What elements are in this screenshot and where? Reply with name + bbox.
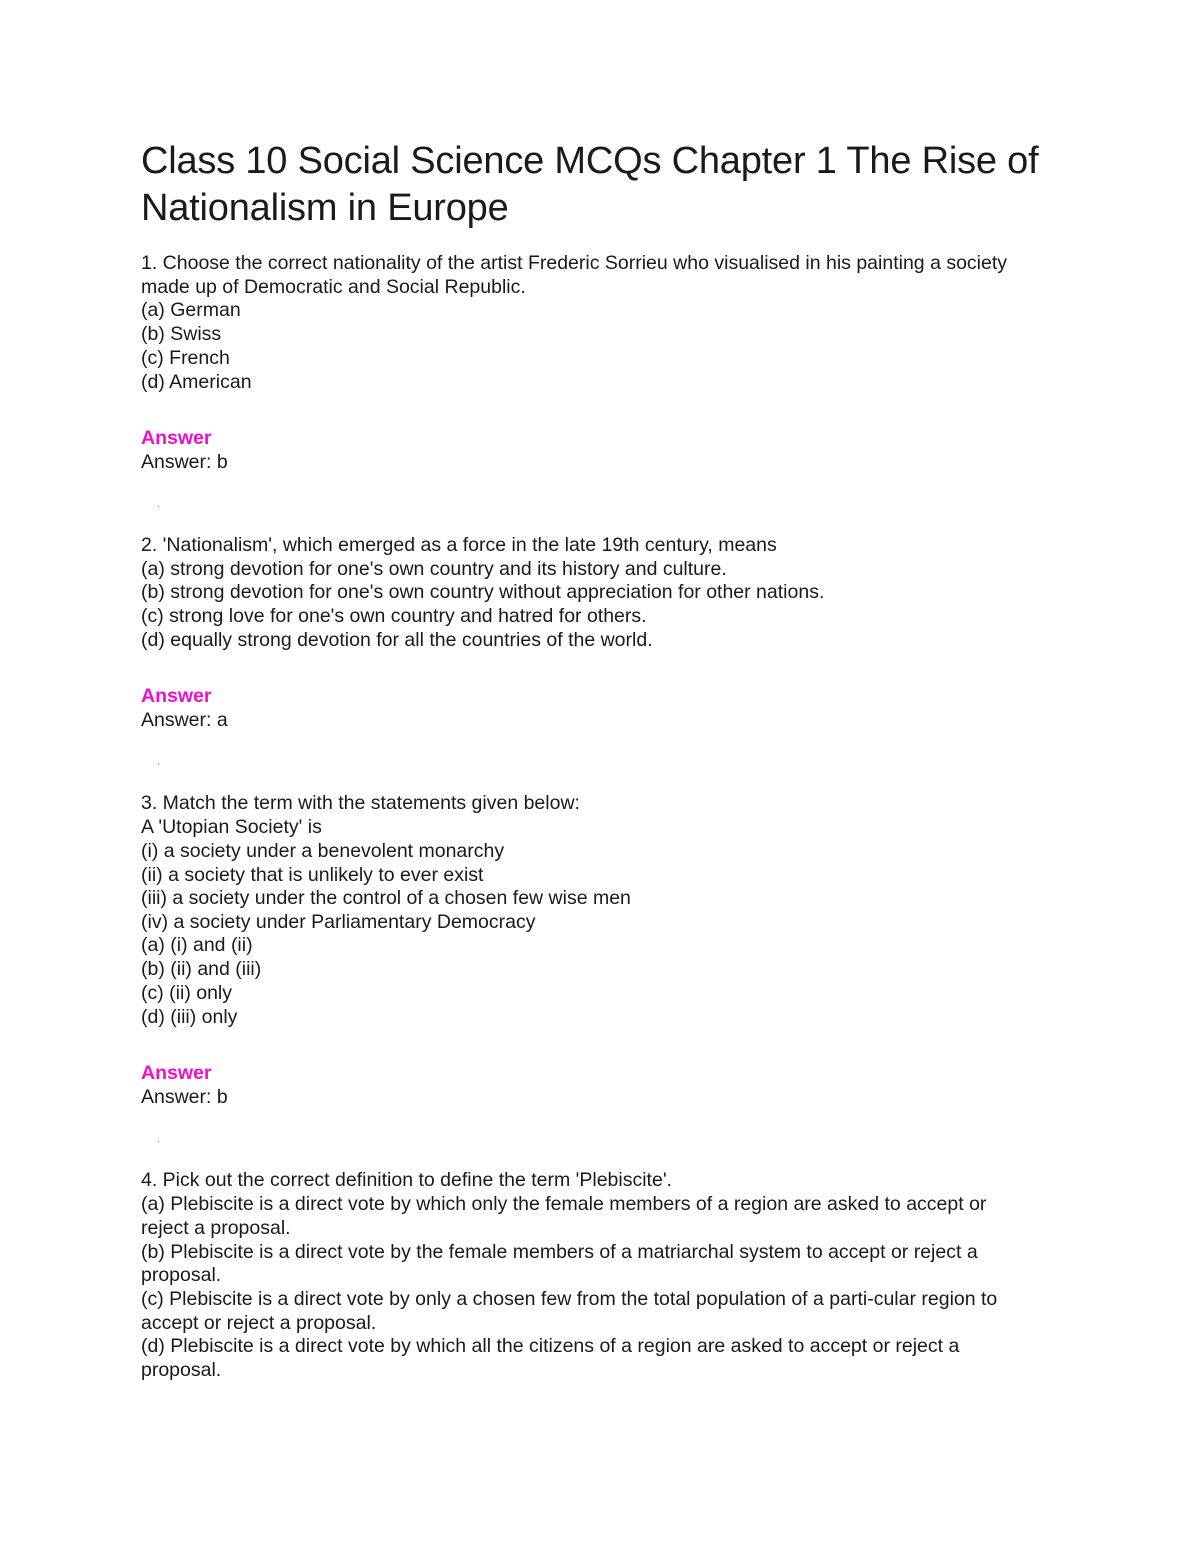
option-a-continued: reject a proposal. (141, 1217, 291, 1239)
question-text: 1. Choose the correct nationality of the artist Frederic Sorrieu who visualised in his painting a society (141, 252, 1008, 274)
separator-dot: . (157, 499, 160, 510)
option-c: (c) (ii) only (141, 982, 232, 1004)
question-text: 4. Pick out the correct definition to define the term 'Plebiscite'. (141, 1169, 672, 1191)
question-text: made up of Democratic and Social Republic. (141, 276, 526, 298)
option-d: (d) (iii) only (141, 1006, 238, 1028)
separator-dot: . (157, 757, 160, 768)
page-title: Class 10 Social Science MCQs Chapter 1 The Rise of Nationalism in Europe (141, 140, 1039, 229)
option-d: (d) equally strong devotion for all the countries of the world. (141, 629, 653, 651)
option-d-continued: proposal. (141, 1359, 222, 1381)
option-a: (a) strong devotion for one's own country and its history and culture. (141, 558, 727, 580)
answer-text: Answer: b (141, 451, 228, 473)
option-a: (a) Plebiscite is a direct vote by which only the female members of a region are asked to accept or (141, 1193, 987, 1215)
statement-iii: (iii) a society under the control of a chosen few wise men (141, 887, 631, 909)
answer-label[interactable]: Answer (141, 427, 212, 449)
option-d: (d) Plebiscite is a direct vote by which all the citizens of a region are asked to accept or reject a (141, 1335, 960, 1357)
question-text: 2. 'Nationalism', which emerged as a force in the late 19th century, means (141, 534, 777, 556)
statement-iv: (iv) a society under Parliamentary Democracy (141, 911, 536, 933)
answer-text: Answer: b (141, 1086, 228, 1108)
question-text: 3. Match the term with the statements given below: (141, 792, 580, 814)
option-b: (b) Swiss (141, 323, 222, 345)
answer-text: Answer: a (141, 709, 228, 731)
answer-label[interactable]: Answer (141, 1062, 212, 1084)
statement-ii: (ii) a society that is unlikely to ever exist (141, 864, 484, 886)
option-b-continued: proposal. (141, 1264, 222, 1286)
option-a: (a) German (141, 299, 241, 321)
option-c: (c) Plebiscite is a direct vote by only a chosen few from the total population of a parti-cular region to (141, 1288, 998, 1310)
separator-dot: . (157, 1134, 160, 1145)
option-b: (b) strong devotion for one's own country without appreciation for other nations. (141, 581, 825, 603)
statement-i: (i) a society under a benevolent monarchy (141, 840, 505, 862)
option-c-continued: accept or reject a proposal. (141, 1312, 377, 1334)
option-b: (b) Plebiscite is a direct vote by the female members of a matriarchal system to accept or reject a (141, 1241, 978, 1263)
option-a: (a) (i) and (ii) (141, 934, 253, 956)
option-d: (d) American (141, 371, 252, 393)
option-c: (c) French (141, 347, 230, 369)
question-text: A 'Utopian Society' is (141, 816, 322, 838)
option-c: (c) strong love for one's own country and hatred for others. (141, 605, 647, 627)
answer-label[interactable]: Answer (141, 685, 212, 707)
option-b: (b) (ii) and (iii) (141, 958, 262, 980)
